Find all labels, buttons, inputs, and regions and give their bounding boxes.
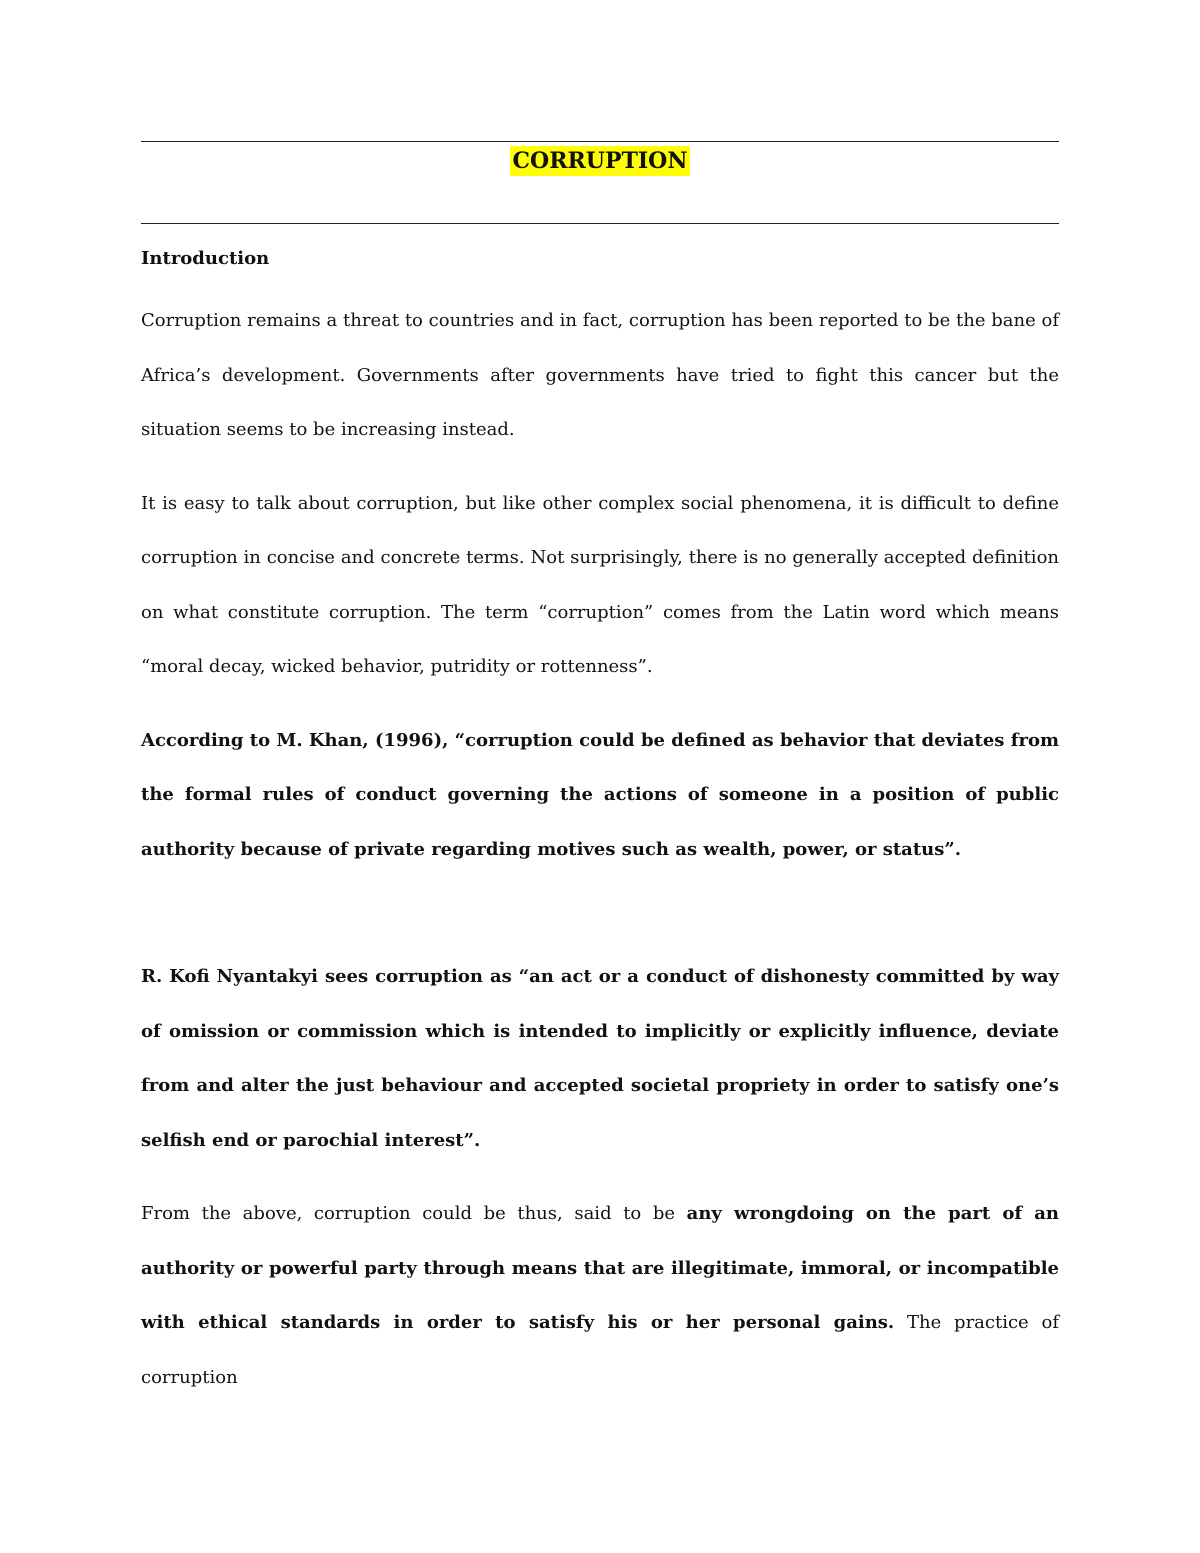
paragraph-nyantakyi-quote: R. Kofi Nyantakyi sees corruption as “an act or a conduct of dishonesty committed by way of omission or commission which is intended to implicitly or explicitly influence, deviate from and alter the just behaviour and accepted societal propriety in order to satisfy one’s selfish end or parochial interest”. bbox=[141, 966, 1059, 1151]
title-container bbox=[141, 146, 1059, 176]
paragraph-conclusion bbox=[141, 1187, 1059, 1405]
title-bottom-rule bbox=[141, 223, 1059, 224]
document-title: CORRUPTION bbox=[510, 146, 691, 176]
paragraph-definition: It is easy to talk about corruption, but like other complex social phenomena, it is difficult to define corruption in concise and concrete terms. Not surprisingly, there is no generally accepted definition on what constitute corruption. The term “corruption” comes from the Latin word which means “moral decay, wicked behavior, putridity or rottenness”. bbox=[141, 492, 1059, 677]
section-heading-introduction: Introduction bbox=[141, 248, 270, 269]
document-body bbox=[141, 244, 1059, 1405]
conclusion-bold-definition: any wrongdoing on the part of an authority or powerful party through means that are illegitimate, immoral, or incompatible with ethical standards in order to satisfy his or her personal gains. bbox=[141, 1203, 1060, 1333]
title-top-rule bbox=[141, 141, 1059, 142]
paragraph-intro: Corruption remains a threat to countries and in fact, corruption has been reported to be the bane of Africa’s development. Governments after governments have tried to fight this cancer but the situation seems to be increasing instead. bbox=[141, 310, 1059, 440]
conclusion-lead-text: From the above, corruption could be thus, said to be bbox=[141, 1203, 687, 1224]
paragraph-khan-quote: According to M. Khan, (1996), “corruption could be defined as behavior that deviates from the formal rules of conduct governing the actions of someone in a position of public authority because of private regarding motives such as wealth, power, or status”. bbox=[141, 729, 1059, 860]
conclusion-tail-text: The practice of corruption bbox=[141, 1312, 1059, 1388]
